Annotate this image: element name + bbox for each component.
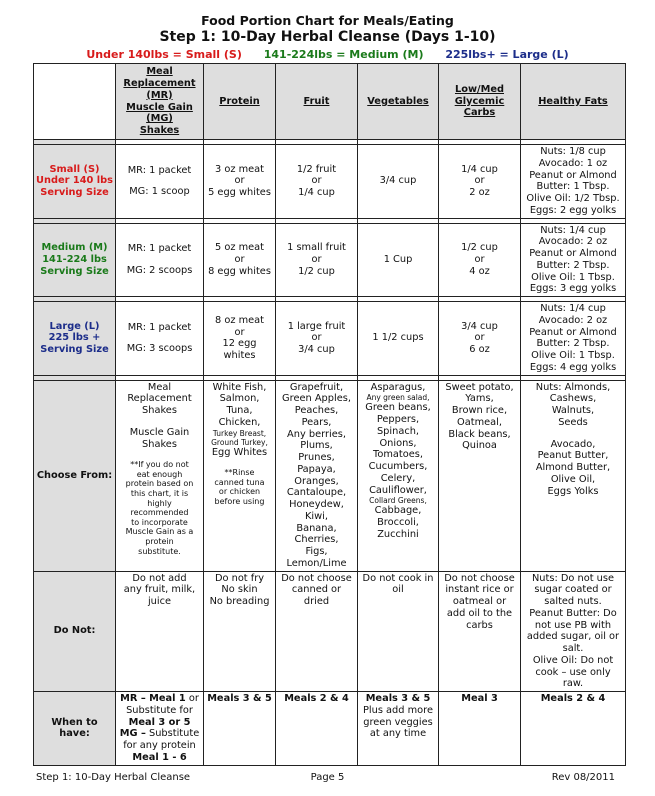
row-label-medium (34, 223, 116, 297)
text-line: Meal (146, 66, 173, 78)
text-line: oatmeal or (452, 596, 507, 607)
table-row-small (34, 145, 626, 219)
text-line: Cauliflower, (369, 484, 427, 496)
text-line: or (311, 253, 322, 265)
text-line: Peanut Butter, (537, 450, 609, 462)
text-line: dried (303, 596, 330, 607)
text-line: No skin (221, 584, 258, 596)
text-line: 3/4 cup (298, 344, 335, 356)
text-line: Any green salad, (366, 393, 430, 403)
choose-shakes-mr (118, 382, 201, 417)
text-line: Muscle Gain as a (125, 527, 194, 537)
text-line: Kiwi, (305, 510, 328, 522)
row-label-small (34, 145, 116, 219)
text-line: substitute. (138, 546, 181, 556)
medium-vegetables: 1 Cup (358, 223, 439, 297)
when-fats: Meals 2 & 4 (521, 692, 626, 766)
text-line: White Fish, (212, 381, 267, 393)
text-line: Butter: 2 Tbsp. (536, 259, 610, 271)
table-row-when (34, 692, 626, 766)
text-line: Turkey Breast, (212, 428, 267, 438)
medium-protein (204, 223, 276, 297)
text-line: Medium (M) (41, 242, 108, 254)
text-line: Peppers, (376, 414, 420, 425)
legend-small: Under 140lbs = Small (S) (86, 48, 242, 61)
text-line: Avocado: 2 oz (538, 314, 608, 326)
when-shakes-or: or (185, 693, 199, 704)
text-line: Collard Greens, (369, 496, 427, 506)
text-line: this chart, it is (130, 489, 189, 499)
row-label-choose: Choose From: (34, 380, 116, 571)
text-line: 3/4 cup (461, 320, 498, 332)
when-shakes-meal16: Meal 1 - 6 (132, 751, 187, 763)
text-line: 1/2 fruit (296, 163, 337, 175)
text-line: Cherries, (294, 534, 339, 546)
small-vegetables: 3/4 cup (358, 145, 439, 219)
text-line: Spinach, (376, 425, 420, 437)
donot-fats (521, 571, 626, 692)
large-protein (204, 302, 276, 376)
medium-shakes-mg: MG: 2 scoops (126, 264, 193, 276)
col-header-vegetables: Vegetables (358, 64, 439, 140)
text-line: Quinoa (462, 440, 497, 452)
text-line: Eggs: 2 egg yolks (529, 204, 617, 216)
large-fats (521, 302, 626, 376)
when-vegetables (358, 692, 439, 766)
text-line: protein based on (125, 479, 194, 489)
text-line: Almond Butter, (535, 462, 611, 473)
choose-protein (204, 380, 276, 571)
text-line: instant rice or (445, 584, 514, 596)
small-fruit (276, 145, 358, 219)
text-line: Onions, (379, 437, 417, 449)
when-carbs: Meal 3 (439, 692, 521, 766)
choose-veg-d (360, 496, 436, 505)
when-protein: Meals 3 & 5 (204, 692, 276, 766)
donot-vegetables (358, 571, 439, 692)
text-line: any fruit, milk, (123, 584, 196, 596)
col-header-protein: Protein (204, 64, 276, 140)
row-label-donot: Do Not: (34, 571, 116, 692)
footer-page-number: Page 5 (310, 772, 345, 783)
text-line: Any berries, (287, 428, 346, 440)
when-shakes-any: for any protein (123, 740, 196, 751)
text-line: Peanut Butter: Do (529, 607, 617, 619)
text-line: 225 lbs + (48, 332, 101, 344)
text-line: Prunes, (298, 452, 335, 463)
text-line: not use PB with (534, 619, 612, 631)
large-carbs (439, 302, 521, 376)
text-line: 141-224 lbs (42, 253, 107, 265)
text-line: 8 oz meat (214, 314, 264, 326)
text-line: 12 egg (222, 338, 257, 350)
footer-left: Step 1: 10-Day Herbal Cleanse (36, 772, 191, 783)
text-line: Under 140 lbs (36, 175, 113, 187)
text-line: or chicken (218, 487, 261, 497)
text-line: Peanut or Almond (529, 326, 617, 338)
text-line: 1/4 cup (461, 163, 498, 175)
donot-shakes (116, 571, 204, 692)
text-line: Papaya, (297, 463, 336, 475)
text-line: Nuts: 1/8 cup (540, 146, 606, 157)
text-line: Green Apples, (282, 393, 351, 405)
text-line: Small (S) (49, 163, 100, 175)
text-line: Salmon, (219, 393, 260, 405)
text-line: 1/4 cup (298, 187, 335, 199)
choose-fats (521, 380, 626, 571)
text-line: have: (59, 728, 90, 740)
text-line: at any time (369, 728, 427, 740)
small-shakes-mg: MG: 1 scoop (129, 186, 190, 198)
text-line: or (311, 332, 322, 344)
header-row (34, 64, 626, 140)
when-shakes-mr: MR – Meal 1 (120, 693, 186, 704)
text-line: Olive Oil: 1 Tbsp. (531, 350, 615, 361)
footer-revision: Rev 08/2011 (551, 772, 615, 783)
text-line: Shakes (139, 125, 180, 136)
text-line: Walnuts, (551, 405, 595, 416)
text-line: Celery, (380, 472, 416, 484)
text-line: **If you do not (130, 460, 189, 470)
text-line: Carbs (463, 107, 496, 119)
large-shakes (116, 302, 204, 376)
text-line: Meal (147, 381, 172, 393)
col-header-shakes (116, 64, 204, 140)
text-line: Eggs: 3 egg yolks (529, 283, 617, 295)
donot-carbs (439, 571, 521, 692)
col-header-fats: Healthy Fats (521, 64, 626, 140)
text-line: **Rinse (224, 468, 255, 478)
choose-protein-note (206, 468, 273, 506)
text-line: added sugar, oil or (526, 631, 620, 643)
choose-carbs (439, 380, 521, 571)
text-line: Yams, (465, 393, 494, 405)
text-line: Green beans, (365, 402, 431, 414)
text-line: Serving Size (40, 265, 109, 277)
when-shakes-meal35: Meal 3 or 5 (128, 716, 191, 728)
text-line: or (234, 326, 245, 338)
large-shakes-mr: MR: 1 packet (127, 321, 192, 333)
text-line: Do not fry (214, 572, 265, 584)
text-line: whites (223, 350, 256, 361)
text-line: 5 oz meat (214, 242, 264, 254)
text-line: Do not choose (444, 572, 515, 584)
text-line: eat enough (136, 469, 183, 479)
text-line: oil (392, 584, 404, 596)
text-line: Shakes (142, 438, 177, 450)
portion-chart-table (33, 63, 626, 766)
text-line: highly (147, 498, 172, 508)
text-line: Ground Turkey, (211, 437, 268, 447)
text-line: salt. (562, 643, 584, 654)
text-line: Cashews, (549, 393, 597, 405)
text-line: Replacement (123, 78, 196, 89)
text-line: No breading (209, 596, 270, 607)
choose-veg-c (360, 402, 436, 496)
text-line: Olive Oil: 1/2 Tbsp. (526, 193, 620, 204)
table-row-donot (34, 571, 626, 692)
small-shakes (116, 145, 204, 219)
medium-fruit (276, 223, 358, 297)
text-line: Serving Size (40, 187, 109, 199)
text-line: salted nuts. (544, 596, 602, 607)
donot-protein (204, 571, 276, 692)
row-label-large (34, 302, 116, 376)
text-line: Do not cook in (362, 572, 434, 584)
when-veg-note (360, 705, 436, 740)
text-line: Avocado, (550, 438, 596, 450)
medium-shakes-mr: MR: 1 packet (127, 243, 192, 254)
text-line: Asparagus, (370, 381, 426, 393)
choose-protein-turkey (206, 429, 273, 447)
text-line: Lemon/Lime (286, 557, 347, 569)
choose-veg-a (360, 382, 436, 394)
text-line: juice (147, 596, 172, 607)
text-line: Figs, (305, 546, 328, 557)
choose-vegetables (358, 380, 439, 571)
text-line: Tuna, (226, 405, 253, 416)
text-line: Peanut or Almond (529, 169, 617, 181)
medium-shakes (116, 223, 204, 297)
choose-fats-nuts (523, 382, 623, 429)
choose-shakes-note (118, 460, 201, 556)
text-line: Plus add more (363, 704, 433, 716)
text-line: Seeds (558, 416, 588, 428)
text-line: Low/Med (454, 83, 504, 95)
text-line: 1/2 cup (298, 265, 335, 277)
text-line: Peanut or Almond (529, 248, 617, 259)
choose-veg-e (360, 505, 436, 540)
when-shakes (116, 692, 204, 766)
text-line: Oatmeal, (457, 416, 502, 428)
text-line: Replacement (127, 393, 192, 405)
choose-fats-other (523, 439, 623, 498)
text-line: Sweet potato, (445, 381, 514, 393)
text-line: Peaches, (294, 405, 339, 416)
text-line: 8 egg whites (208, 265, 271, 277)
text-line: 4 oz (469, 265, 490, 277)
text-line: Cabbage, (374, 505, 422, 517)
text-line: 1/2 cup (461, 242, 498, 254)
text-line: canned tuna (214, 477, 265, 487)
table-row-large (34, 302, 626, 376)
when-shakes-substitute: Substitute for (126, 704, 193, 716)
text-line: Banana, (296, 522, 337, 534)
text-line: Egg Whites (211, 446, 268, 458)
text-line: add oil to the (446, 607, 513, 619)
text-line: Pears, (301, 416, 332, 428)
text-line: 1 small fruit (287, 242, 346, 254)
small-protein (204, 145, 276, 219)
text-line: Brown rice, (451, 405, 508, 416)
large-shakes-mg: MG: 3 scoops (126, 343, 193, 355)
text-line: canned or (291, 584, 342, 596)
text-line: Serving Size (40, 344, 109, 356)
col-header-fruit: Fruit (276, 64, 358, 140)
text-line: cook – use only (535, 666, 611, 678)
text-line: Butter: 1 Tbsp. (536, 181, 610, 193)
choose-protein-eggs (206, 447, 273, 459)
text-line: carbs (466, 619, 493, 631)
small-shakes-mr: MR: 1 packet (127, 164, 192, 176)
text-line: Olive Oil: 1 Tbsp. (531, 271, 615, 283)
text-line: Nuts: Almonds, (535, 381, 611, 393)
choose-shakes-mg (118, 427, 201, 451)
text-line: (MR) (146, 89, 173, 101)
text-line: green veggies (363, 716, 433, 728)
text-line: (MG) (146, 113, 173, 125)
text-line: or (474, 332, 485, 344)
col-header-carbs (439, 64, 521, 140)
choose-protein-list (206, 382, 273, 429)
page-title: Food Portion Chart for Meals/Eating (201, 13, 454, 28)
text-line: Do not choose (281, 572, 352, 584)
text-line: Cantaloupe, (286, 487, 347, 499)
text-line: Muscle Gain (129, 426, 190, 438)
text-line: Olive Oil: Do not (532, 654, 614, 666)
table-row-medium (34, 223, 626, 297)
text-line: Butter: 2 Tbsp. (536, 338, 610, 350)
when-fruit: Meals 2 & 4 (276, 692, 358, 766)
choose-fruit (276, 380, 358, 571)
text-line: Eggs: 4 egg yolks (529, 361, 617, 373)
text-line: Cucumbers, (368, 461, 428, 472)
small-carbs (439, 145, 521, 219)
corner-cell (34, 64, 116, 140)
text-line: Chicken, (218, 416, 261, 428)
text-line: to incorporate (131, 517, 188, 527)
text-line: Large (L) (49, 320, 100, 332)
text-line: Avocado: 2 oz (538, 236, 608, 248)
when-veg-meals: Meals 3 & 5 (365, 693, 431, 704)
large-vegetables: 1 1/2 cups (358, 302, 439, 376)
text-line: Oranges, (294, 475, 339, 487)
text-line: Glycemic (454, 95, 505, 107)
text-line: Plums, (300, 440, 333, 452)
table-row-choose (34, 380, 626, 571)
donot-fruit (276, 571, 358, 692)
text-line: Black beans, (448, 428, 511, 440)
text-line: Muscle Gain (126, 101, 193, 113)
choose-shakes (116, 380, 204, 571)
text-line: Honeydew, (289, 499, 344, 510)
small-fats (521, 145, 626, 219)
text-line: or (311, 175, 322, 187)
text-line: raw. (562, 678, 584, 690)
text-line: Nuts: 1/4 cup (540, 303, 606, 314)
text-line: or (474, 175, 485, 187)
text-line: 3 oz meat (214, 163, 264, 175)
when-shakes-sub2: Substitute (145, 728, 200, 740)
text-line: before using (214, 497, 265, 507)
text-line: Olive Oil, (550, 473, 596, 485)
text-line: sugar coated or (534, 584, 612, 596)
legend-large: 225lbs+ = Large (L) (445, 48, 569, 61)
text-line: Nuts: Do not use (531, 572, 615, 584)
row-label-when (34, 692, 116, 766)
large-fruit (276, 302, 358, 376)
text-line: Tomatoes, (373, 449, 423, 461)
text-line: Eggs Yolks (547, 485, 599, 497)
text-line: 6 oz (469, 344, 490, 356)
text-line: recommended (130, 508, 189, 518)
text-line: 2 oz (469, 187, 490, 199)
text-line: Shakes (142, 405, 177, 416)
text-line: Grapefruit, (289, 381, 344, 393)
text-line: 5 egg whites (208, 187, 271, 199)
text-line: Zucchini (377, 528, 419, 540)
text-line: Broccoli, (377, 517, 419, 528)
size-legend (0, 48, 655, 61)
text-line: or (474, 253, 485, 265)
medium-fats (521, 223, 626, 297)
text-line: protein (145, 537, 174, 546)
text-line: or (234, 175, 245, 187)
text-line: When to (51, 716, 98, 728)
medium-carbs (439, 223, 521, 297)
page-subtitle: Step 1: 10-Day Herbal Cleanse (Days 1-10) (159, 29, 496, 45)
text-line: 1 large fruit (287, 320, 346, 332)
text-line: Nuts: 1/4 cup (540, 224, 606, 236)
text-line: Avocado: 1 oz (538, 157, 608, 169)
text-line: or (234, 253, 245, 265)
text-line: Do not add (132, 572, 187, 584)
legend-medium: 141-224lbs = Medium (M) (263, 48, 424, 61)
choose-veg-b (360, 393, 436, 402)
when-shakes-mg: MG – (119, 728, 146, 740)
